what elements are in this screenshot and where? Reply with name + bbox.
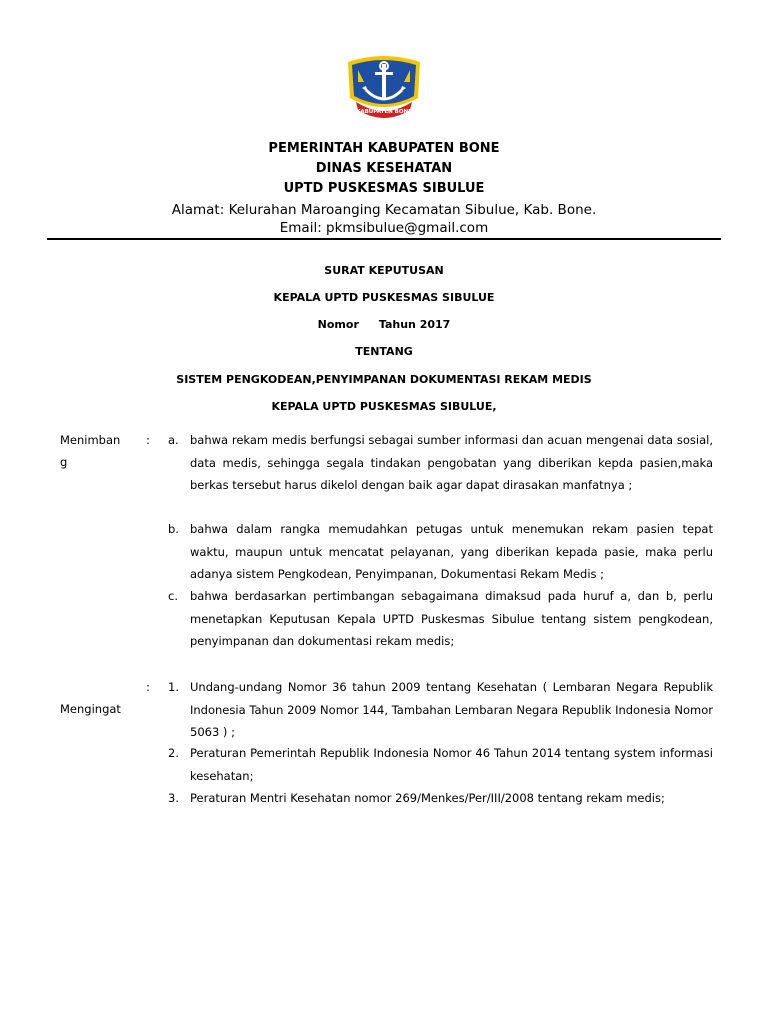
letterhead-agency: DINAS KESEHATAN: [315, 161, 453, 176]
item-text: bahwa rekam medis berfungsi sebagai sumber informasi dan acuan mengenai data sosial, data medis, sehingga segala tindakan pengobatan yang diberikan kepda pasien,maka berkas tersebut harus dikelol dengan baik agar dapat dirasakan manfatnya ;: [190, 433, 713, 492]
item-marker: a.: [168, 433, 179, 447]
tahun-label: Tahun 2017: [378, 318, 451, 331]
item-text: bahwa dalam rangka memudahkan petugas untuk menemukan rekam pasien tepat waktu, maupun untuk mencatat pelayanan, yang diberikan kepada pasie, maka perlu adanya sistem Pengkodean, Penyimpanan, Dokumentasi Rekam Medis ;: [190, 522, 713, 581]
menimbang-colon: :: [146, 433, 150, 447]
doc-type-title: SURAT KEPUTUSAN: [324, 264, 444, 277]
kabupaten-bone-emblem-icon: [342, 52, 426, 124]
item-text: Undang-undang Nomor 36 tahun 2009 tentang Kesehatan ( Lembaran Negara Republik Indonesia Tahun 2009 Nomor 144, Tambahan Lembaran Negara Republik Indonesia Nomor 5063 ) ;: [190, 680, 713, 739]
mengingat-item-3: [168, 787, 713, 810]
menimbang-label-line1: Menimban: [60, 433, 121, 447]
menimbang-item-a: [168, 429, 713, 497]
item-marker: b.: [168, 522, 179, 536]
doc-issuer-closing: KEPALA UPTD PUSKESMAS SIBULUE,: [271, 400, 497, 413]
letterhead-divider: [47, 238, 721, 240]
menimbang-item-c: [168, 585, 713, 653]
item-marker: 3.: [168, 791, 179, 805]
mengingat-item-2: [168, 742, 713, 787]
item-text: Peraturan Pemerintah Republik Indonesia Nomor 46 Tahun 2014 tentang system informasi kesehatan;: [190, 746, 713, 783]
mengingat-colon: :: [146, 680, 150, 694]
doc-subject: SISTEM PENGKODEAN,PENYIMPANAN DOKUMENTASI REKAM MEDIS: [176, 373, 592, 386]
item-marker: 1.: [168, 680, 179, 694]
menimbang-item-b: [168, 518, 713, 586]
item-text: bahwa berdasarkan pertimbangan sebagaimana dimaksud pada huruf a, dan b, perlu menetapkan Keputusan Kepala UPTD Puskesmas Sibulue tentang sistem pengkodean, penyimpanan dan dokumentasi rekam medis;: [190, 589, 713, 648]
doc-issuer: KEPALA UPTD PUSKESMAS SIBULUE: [273, 291, 495, 304]
letterhead-government: PEMERINTAH KABUPATEN BONE: [268, 141, 500, 156]
mengingat-item-1: [168, 676, 713, 744]
item-marker: 2.: [168, 746, 179, 760]
tentang-heading: TENTANG: [355, 345, 413, 358]
letterhead-address: Alamat: Kelurahan Maroanging Kecamatan Sibulue, Kab. Bone.: [171, 202, 597, 218]
menimbang-label-line2: g: [60, 455, 68, 469]
doc-number-line: [0, 317, 768, 333]
nomor-label: Nomor: [317, 318, 359, 331]
item-marker: c.: [168, 589, 178, 603]
logo-text: KABUPATEN BONE: [356, 109, 412, 115]
letterhead-unit: UPTD PUSKESMAS SIBULUE: [283, 181, 485, 196]
item-text: Peraturan Mentri Kesehatan nomor 269/Menkes/Per/III/2008 tentang rekam medis;: [190, 791, 665, 805]
letterhead-email: Email: pkmsibulue@gmail.com: [279, 220, 489, 236]
mengingat-label: Mengingat: [60, 702, 121, 716]
